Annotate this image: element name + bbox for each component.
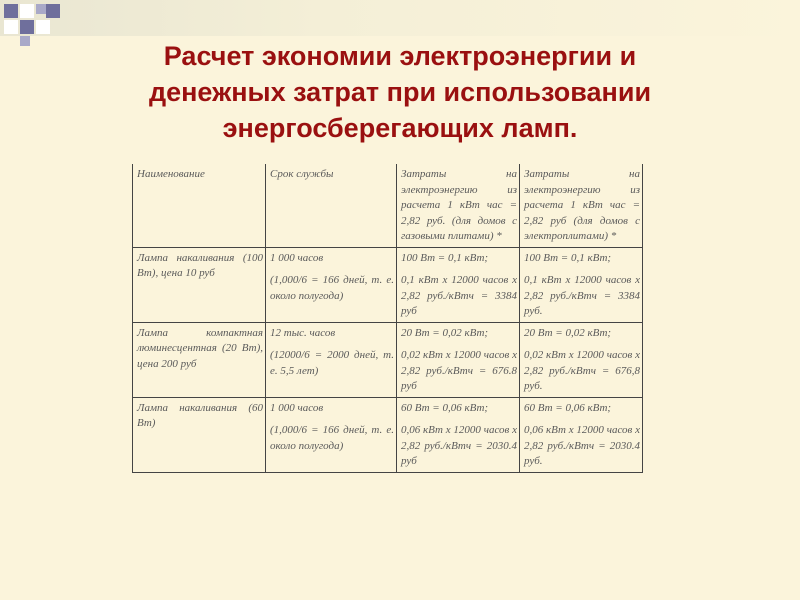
power: 60 Вт = 0,06 кВт; [401, 401, 489, 414]
cost-calc: 0,06 кВт х 12000 часов х 2,82 руб./кВтч = 2030.4 руб [401, 424, 517, 467]
header-gas-cost: Затраты на электроэнергию из расчета 1 кВт час = 2,82 руб. (для домов с газовыми плитами) * [397, 164, 520, 247]
gas-cost [397, 397, 520, 472]
table-row [133, 397, 643, 472]
title-line: Расчет экономии электроэнергии и [163, 41, 637, 71]
lamp-name: Лампа накаливания (100 Вт), цена 10 руб [133, 247, 266, 322]
electric-cost [520, 247, 643, 322]
table-row [133, 247, 643, 322]
power: 20 Вт = 0,02 кВт; [524, 326, 612, 339]
lamp-life [266, 322, 397, 397]
cost-calc: 0,02 кВт х 12000 часов х 2,82 руб./кВтч = 676,8 руб. [524, 349, 640, 392]
lamp-name: Лампа компактная люминесцентная (20 Вт), цена 200 руб [133, 322, 266, 397]
cost-calc: 0,1 кВт х 12000 часов х 2,82 руб./кВтч = 3384 руб [401, 274, 517, 317]
header-life: Срок службы [266, 164, 397, 247]
cost-calc: 0,02 кВт х 12000 часов х 2,82 руб./кВтч = 676.8 руб [401, 349, 517, 392]
lamp-life [266, 247, 397, 322]
gas-cost [397, 322, 520, 397]
life-hours: 12 тыс. часов [270, 326, 336, 339]
electric-cost [520, 322, 643, 397]
power: 60 Вт = 0,06 кВт; [524, 401, 612, 414]
power: 20 Вт = 0,02 кВт; [401, 326, 489, 339]
top-banner [0, 0, 800, 36]
cost-calc: 0,1 кВт х 12000 часов х 2,82 руб./кВтч = 3384 руб. [524, 274, 640, 317]
life-days: (1,000/6 = 166 дней, т. е. около полугода) [270, 274, 394, 302]
table-row [133, 322, 643, 397]
electric-cost [520, 397, 643, 472]
title-line: энергосберегающих ламп. [222, 113, 578, 143]
savings-table [132, 164, 643, 473]
life-hours: 1 000 часов [270, 251, 324, 264]
slide-title [60, 38, 740, 146]
power: 100 Вт = 0,1 кВт; [524, 251, 612, 264]
cost-calc: 0,06 кВт х 12000 часов х 2,82 руб./кВтч = 2030.4 руб. [524, 424, 640, 467]
table-header-row [133, 164, 643, 247]
header-electric-cost: Затраты на электроэнергию из расчета 1 кВт час = 2,82 руб (для домов с электроплитами) * [520, 164, 643, 247]
life-days: (1,000/6 = 166 дней, т. е. около полугода) [270, 424, 394, 452]
lamp-life [266, 397, 397, 472]
power: 100 Вт = 0,1 кВт; [401, 251, 489, 264]
gas-cost [397, 247, 520, 322]
life-days: (12000/6 = 2000 дней, т. е. 5,5 лет) [270, 349, 394, 377]
life-hours: 1 000 часов [270, 401, 324, 414]
lamp-name: Лампа накаливания (60 Вт) [133, 397, 266, 472]
header-name: Наименование [133, 164, 266, 247]
title-line: денежных затрат при использовании [148, 77, 652, 107]
